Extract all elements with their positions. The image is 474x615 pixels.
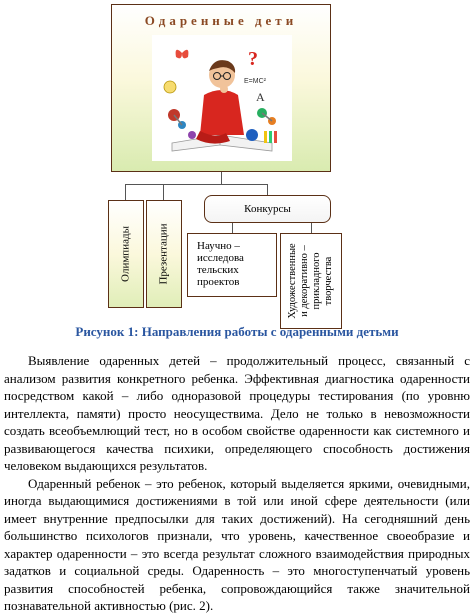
presentations-box (146, 200, 182, 308)
gifted-children-box (111, 4, 331, 172)
arts-label-line: творчества (323, 256, 334, 306)
arts-label-line: Художественные (287, 243, 298, 319)
arts-label-line: прикладного (311, 252, 322, 310)
connector-line (267, 184, 268, 195)
research-label-line: тельских (197, 264, 239, 276)
diagram-title: Одаренные дети (144, 13, 298, 28)
connector-line (125, 184, 126, 200)
connector-line (163, 184, 164, 200)
presentations-label: Презентации (157, 223, 170, 285)
arts-label (287, 243, 335, 318)
connector-line (221, 172, 222, 184)
research-label-line: Научно – (197, 240, 240, 252)
paragraph: Выявление одаренных детей – продолжительный процесс, связанный с анализом развития конкретного ребенка. Эффективная диагностика одаренности посредством какой – либо одноразовой процедуры тестирования (по уровню интеллекта, памяти) просто неосуществима. Дело не только в невозможности создать всеобъемлющий тест, но в особом свойстве одаренности как системного и развивающегося качества психики, определяющего способность достижения человеком выдающихся результатов. (4, 353, 470, 473)
arts-label-line: и декоративно – (299, 245, 310, 317)
formula-label: E=MC² (244, 78, 266, 85)
body-text (4, 352, 470, 615)
research-label-line: исследова (197, 252, 244, 264)
research-label-line: проектов (197, 276, 240, 288)
arts-crafts-box (280, 233, 342, 329)
connector-line (311, 223, 312, 233)
svg-text:A: A (256, 90, 265, 104)
research-projects-box (187, 233, 277, 297)
figure-caption: Рисунок 1: Направления работы с одаренными детьми (75, 324, 399, 339)
olympiads-label: Олимпиады (119, 226, 132, 282)
child-illustration (152, 35, 292, 161)
contests-label: Конкурсы (244, 203, 291, 215)
svg-text:?: ? (248, 48, 258, 70)
connector-line (125, 184, 267, 185)
paragraph: Одаренный ребенок – это ребенок, который выделяется яркими, очевидными, иногда выдающимися достижениями в той или иной сфере деятельности (или имеет внутренние предпосылки для таких достижений). На сегодняшний день большинство психологов признали, что уровень, качественное своеобразие и характер одаренности – это всегда результат сложного взаимодействия природных задатков и социальной среды. Одаренность – это многоступенчатый уровень развития способностей ребенка, сопровождающийся также значительной познавательной активностью (рис. 2). (4, 475, 470, 613)
olympiads-box (108, 200, 144, 308)
connector-line (232, 223, 233, 233)
contests-box (204, 195, 331, 223)
